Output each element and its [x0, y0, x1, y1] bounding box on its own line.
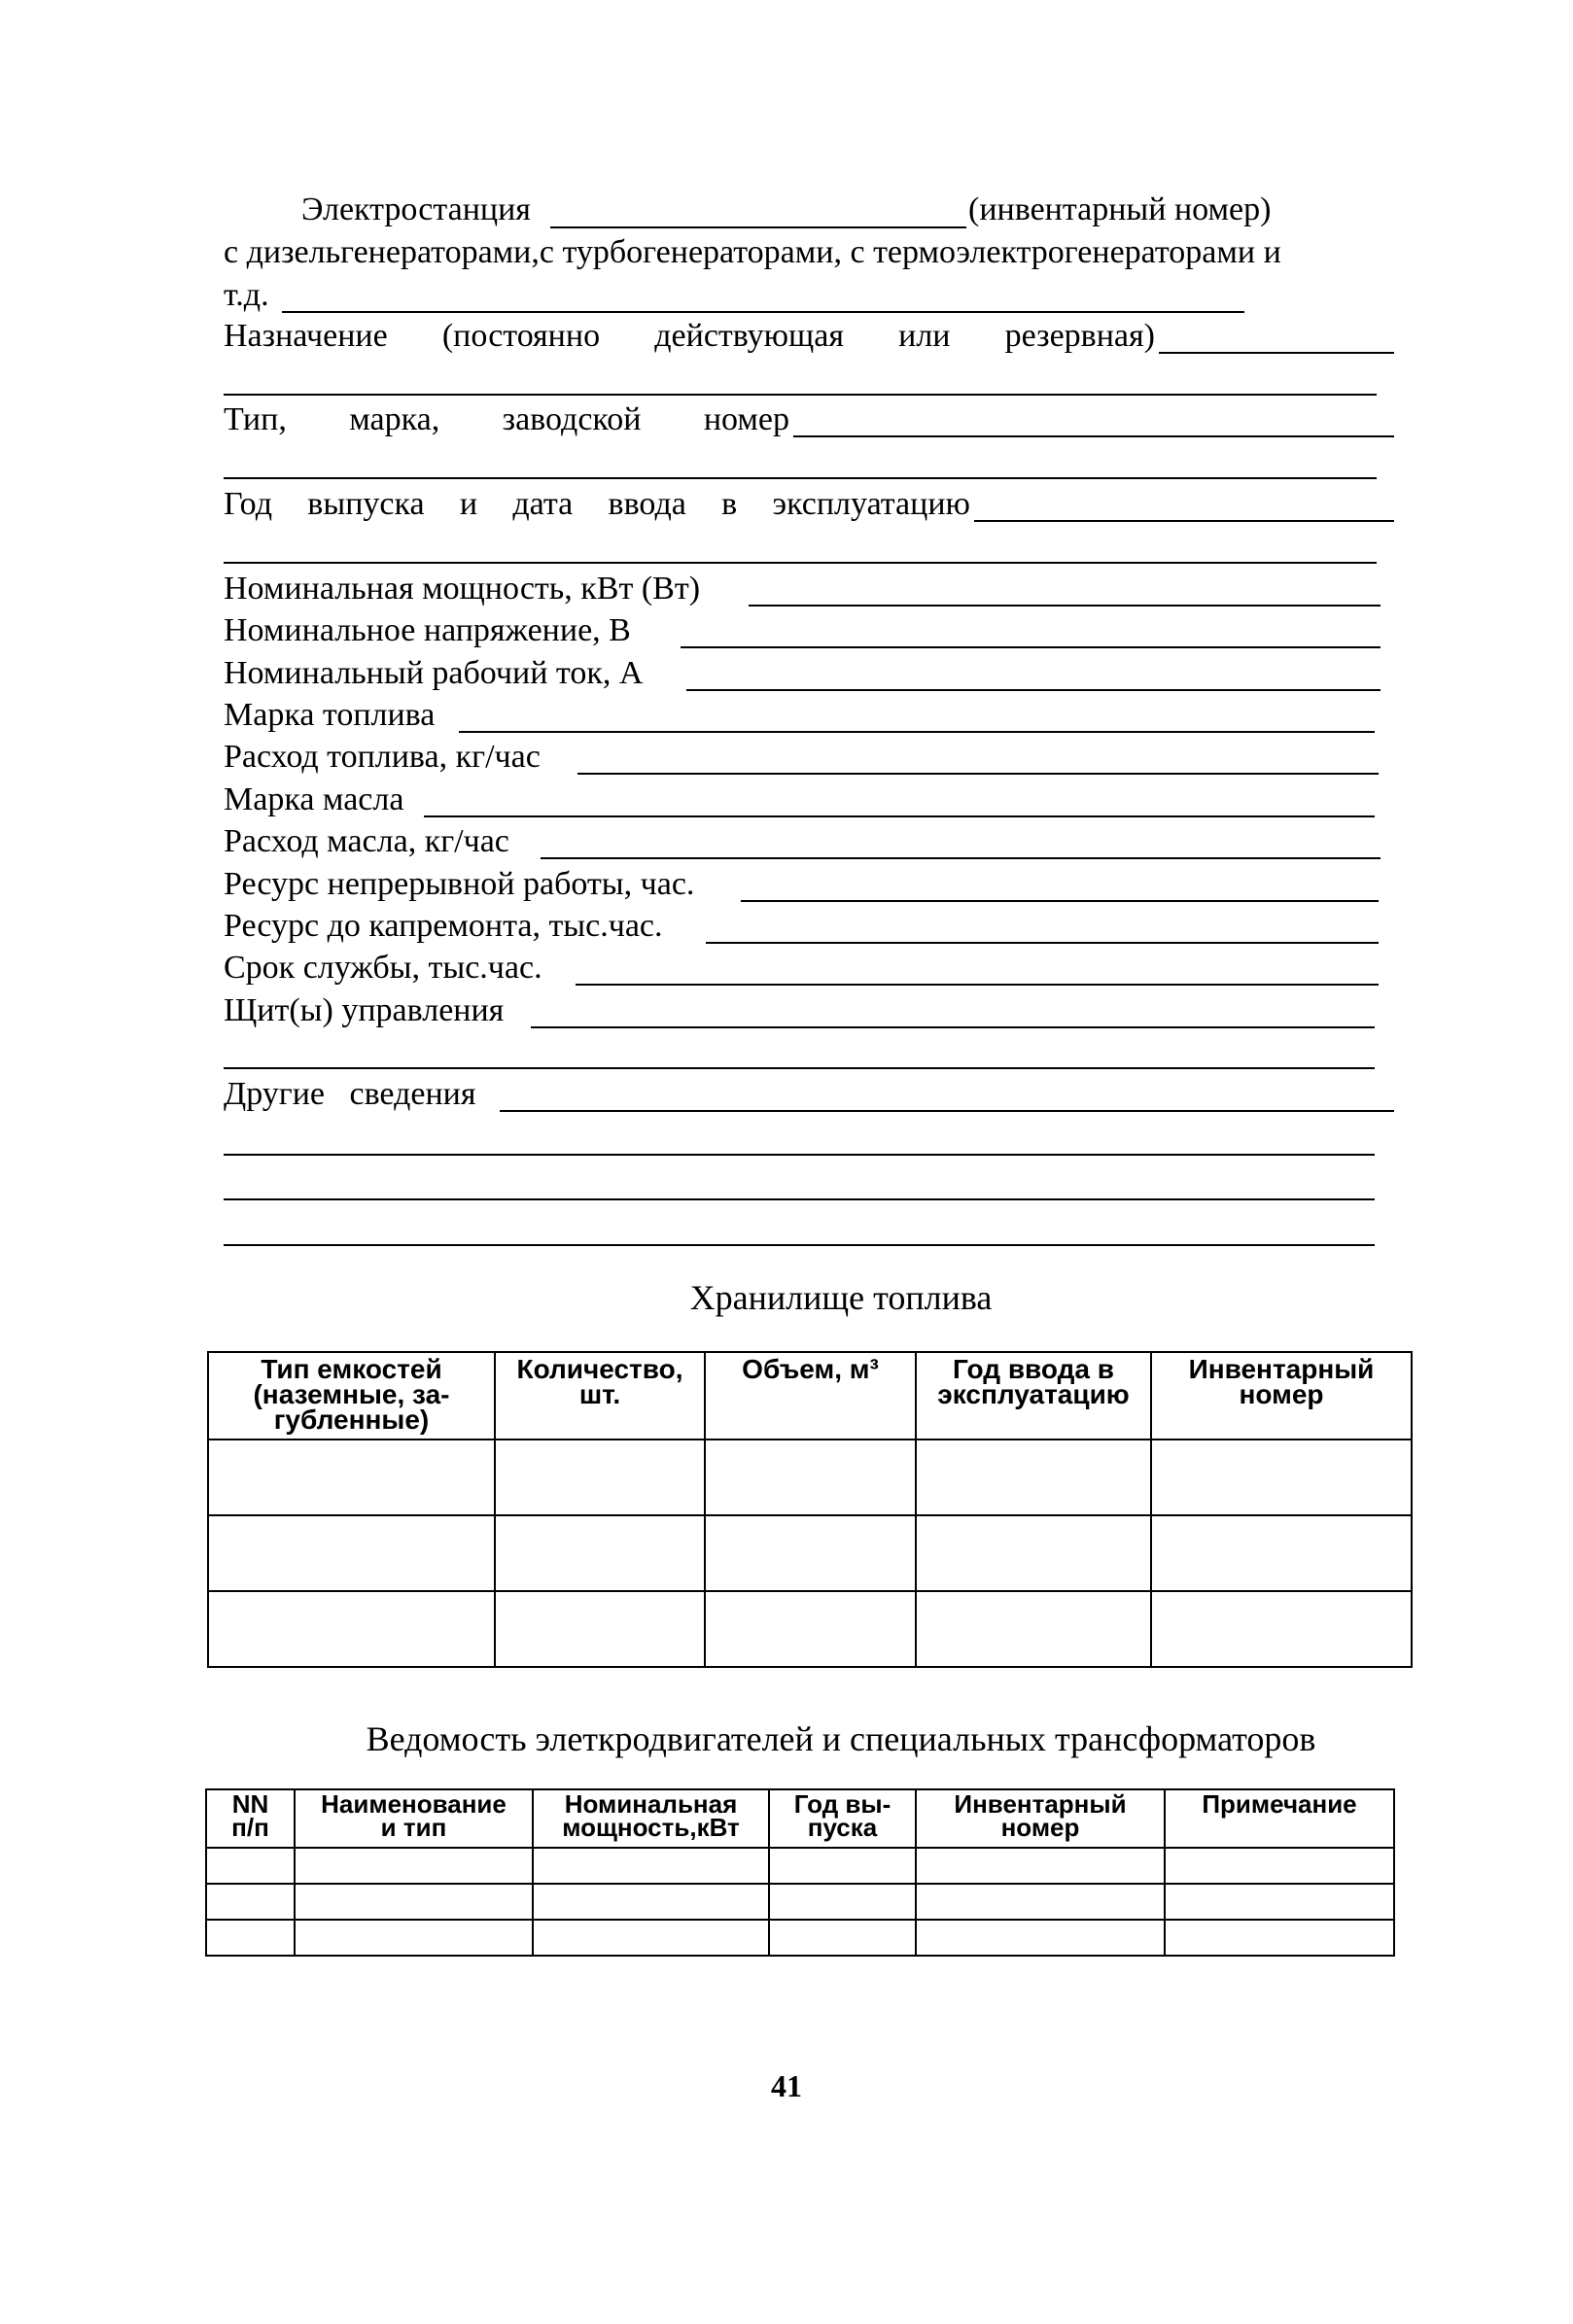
table-cell[interactable]: [495, 1591, 705, 1667]
table-cell[interactable]: [206, 1920, 295, 1956]
header-year: Год ввода в эксплуатацию: [916, 1352, 1151, 1439]
table-cell[interactable]: [208, 1591, 495, 1667]
type-word: заводской: [502, 401, 642, 437]
purpose-blank[interactable]: [1159, 352, 1394, 354]
table-cell[interactable]: [916, 1591, 1151, 1667]
field-blank[interactable]: [706, 942, 1379, 944]
field-label: Щит(ы) управления: [224, 992, 505, 1028]
table-cell[interactable]: [1165, 1848, 1394, 1884]
table-cell[interactable]: [1165, 1920, 1394, 1956]
purpose-blank-2[interactable]: [224, 394, 1377, 396]
table-cell[interactable]: [916, 1920, 1165, 1956]
table-row: [206, 1884, 1394, 1920]
page-number: 41: [771, 2068, 802, 2103]
header-volume: Объем, м³: [705, 1352, 916, 1439]
type-blank[interactable]: [793, 435, 1394, 437]
fuel-storage-table: [207, 1351, 1413, 1668]
field-label: Расход масла, кг/час: [224, 823, 509, 859]
header-note: Примечание: [1165, 1789, 1394, 1848]
table-row: [208, 1515, 1412, 1591]
table-cell[interactable]: [916, 1439, 1151, 1515]
station-label: Электростанция: [301, 191, 531, 227]
table-cell[interactable]: [916, 1515, 1151, 1591]
header-inventory: Инвентарный номер: [1151, 1352, 1412, 1439]
year-blank[interactable]: [974, 520, 1394, 522]
purpose-word: Назначение: [224, 318, 388, 354]
table-cell[interactable]: [705, 1439, 916, 1515]
table-cell[interactable]: [206, 1848, 295, 1884]
year-word: эксплуатацию: [772, 486, 970, 522]
header-power: Номинальная мощность,кВт: [533, 1789, 769, 1848]
table-cell[interactable]: [533, 1920, 769, 1956]
other-info-blank[interactable]: [224, 1244, 1375, 1246]
year-word: ввода: [608, 486, 686, 522]
year-word: и: [459, 486, 478, 522]
type-word: марка,: [349, 401, 440, 437]
table-cell[interactable]: [495, 1515, 705, 1591]
year-label: [224, 485, 970, 524]
field-label: Ресурс до капремонта, тыс.час.: [224, 908, 663, 944]
table-cell[interactable]: [705, 1515, 916, 1591]
table-cell[interactable]: [1151, 1591, 1412, 1667]
field-blank[interactable]: [541, 857, 1381, 859]
header-name-type: Наименование и тип: [295, 1789, 533, 1848]
header-inventory: Инвентарный номер: [916, 1789, 1165, 1848]
year-word: в: [721, 486, 738, 522]
motors-title: Ведомость элеткродвигателей и специальных трансформаторов: [366, 1719, 1316, 1758]
field-blank[interactable]: [686, 689, 1381, 691]
purpose-word: или: [898, 318, 951, 354]
year-word: выпуска: [307, 486, 425, 522]
field-label: Номинальное напряжение, В: [224, 612, 631, 648]
table-cell[interactable]: [208, 1439, 495, 1515]
table-cell[interactable]: [295, 1920, 533, 1956]
table-cell[interactable]: [1165, 1884, 1394, 1920]
table-row: [208, 1439, 1412, 1515]
purpose-word: (постоянно: [441, 318, 601, 354]
purpose-word: действующая: [654, 318, 844, 354]
year-word: дата: [512, 486, 574, 522]
etc-text: т.д.: [224, 277, 269, 313]
field-blank[interactable]: [749, 605, 1381, 607]
type-word: номер: [703, 401, 789, 437]
table-cell[interactable]: [769, 1884, 916, 1920]
other-info-blank[interactable]: [500, 1110, 1394, 1112]
generator-types-text: с дизельгенераторами,с турбогенераторами, с термоэлектрогенераторами и: [224, 234, 1281, 270]
field-blank[interactable]: [577, 773, 1379, 775]
table-cell[interactable]: [916, 1884, 1165, 1920]
table-cell[interactable]: [295, 1848, 533, 1884]
type-blank-2[interactable]: [224, 477, 1377, 479]
field-label: Срок службы, тыс.час.: [224, 950, 542, 986]
field-label: Номинальная мощность, кВт (Вт): [224, 571, 701, 607]
field-blank-extra[interactable]: [224, 1067, 1375, 1069]
table-row: [208, 1591, 1412, 1667]
other-info-blank[interactable]: [224, 1198, 1375, 1200]
generator-types-blank[interactable]: [282, 311, 1244, 313]
table-cell[interactable]: [533, 1884, 769, 1920]
table-cell[interactable]: [769, 1920, 916, 1956]
table-row: [206, 1920, 1394, 1956]
year-word: Год: [224, 486, 272, 522]
table-cell[interactable]: [769, 1848, 916, 1884]
year-blank-2[interactable]: [224, 562, 1377, 564]
motors-table: [205, 1788, 1395, 1957]
table-cell[interactable]: [206, 1884, 295, 1920]
table-cell[interactable]: [208, 1515, 495, 1591]
inventory-number-label: (инвентарный номер): [968, 191, 1272, 227]
fuel-storage-title: Хранилище топлива: [689, 1278, 993, 1317]
purpose-word: резервная): [1004, 318, 1155, 354]
table-cell[interactable]: [295, 1884, 533, 1920]
field-blank[interactable]: [531, 1026, 1375, 1028]
field-blank[interactable]: [424, 815, 1375, 817]
table-header-row: [208, 1352, 1412, 1439]
field-blank[interactable]: [459, 731, 1375, 733]
field-blank[interactable]: [741, 900, 1379, 902]
table-cell[interactable]: [533, 1848, 769, 1884]
header-quantity: Количество, шт.: [495, 1352, 705, 1439]
field-label: Расход топлива, кг/час: [224, 739, 541, 775]
type-word: Тип,: [224, 401, 287, 437]
purpose-label: [224, 317, 1155, 356]
table-row: [206, 1848, 1394, 1884]
type-label: [224, 400, 789, 439]
field-blank[interactable]: [681, 646, 1381, 648]
station-blank[interactable]: [550, 226, 966, 228]
field-label: Номинальный рабочий ток, А: [224, 655, 644, 691]
table-cell[interactable]: [916, 1848, 1165, 1884]
table-cell[interactable]: [495, 1439, 705, 1515]
other-info-blank[interactable]: [224, 1154, 1375, 1156]
other-info-label: Другие сведения: [224, 1076, 476, 1112]
field-label: Марка масла: [224, 781, 404, 817]
header-tank-type: Тип емкостей (наземные, за- губленные): [208, 1352, 495, 1439]
header-number: NN п/п: [206, 1789, 295, 1848]
field-blank[interactable]: [576, 984, 1379, 986]
table-cell[interactable]: [1151, 1515, 1412, 1591]
field-label: Марка топлива: [224, 697, 436, 733]
table-cell[interactable]: [705, 1591, 916, 1667]
header-release-year: Год вы- пуска: [769, 1789, 916, 1848]
table-cell[interactable]: [1151, 1439, 1412, 1515]
table-header-row: [206, 1789, 1394, 1848]
field-label: Ресурс непрерывной работы, час.: [224, 866, 695, 902]
